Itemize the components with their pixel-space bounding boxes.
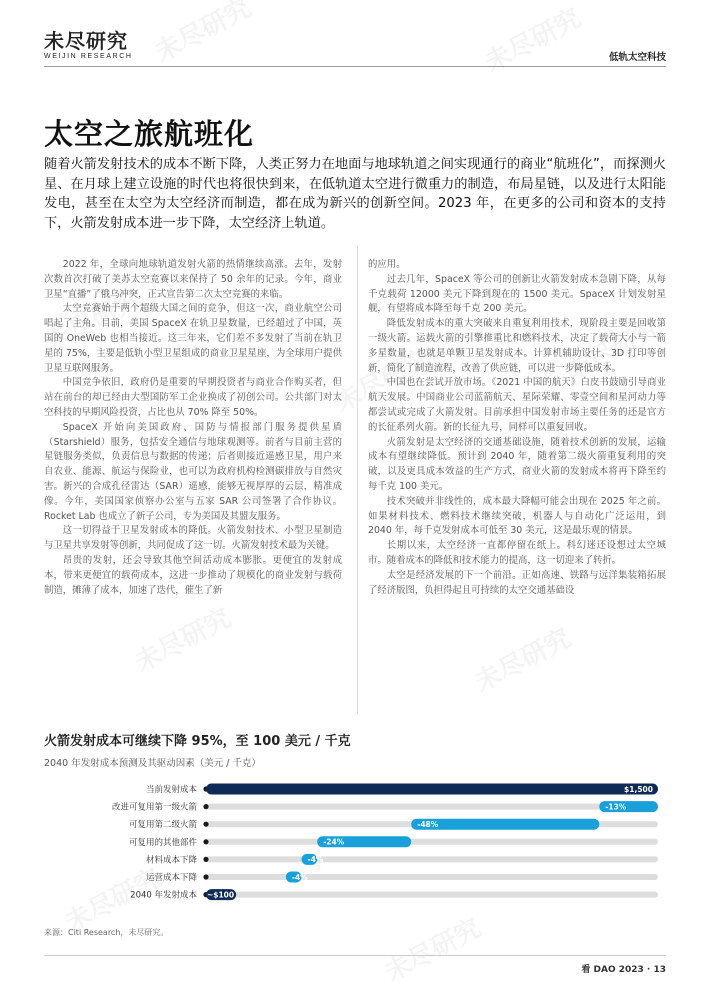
- bar-track: [206, 804, 658, 810]
- row-marker: [203, 874, 208, 879]
- body-paragraph: 长期以来，太空经济一直都停留在纸上。科幻迷还设想过太空城市。随着成本的降低和技术能力的提高，这一切迎来了转折。: [368, 540, 666, 566]
- bar-track: [206, 839, 658, 845]
- body-paragraph: 这一切得益于卫星发射成本的降低。火箭发射技术、小型卫星制造与卫星共享发射等创新，共同促成了这一切。火箭发射技术最为关键。: [44, 525, 342, 552]
- body-paragraph: 中国也在尝试开放市场。《2021 中国的航天》白皮书鼓励引导商业航天发展。中国商业公司蓝箭航天、星际荣耀、零壹空间和星河动力等都尝试或完成了火箭发射。目前承担中国发射市场主要任务的还是官方的长征系列火箭。新的长征九号，同样可以重复回收。: [368, 377, 666, 433]
- watermark: [127, 598, 236, 680]
- bar-track: [206, 892, 658, 898]
- body-paragraph: 昂贵的发射，还会导致其他空间活动成本膨胀。更便宜的发射成本，带来更便宜的载荷成本，这进一步推动了规模化的商业发射与载荷制造，摊薄了成本，加速了迭代，催生了新: [44, 554, 342, 596]
- body-paragraph: 太空是经济发展的下一个前沿。正如高速、铁路与远洋集装箱拓展了经济版图，负担得起且可持续的太空交通基础设: [368, 569, 666, 596]
- data-label: $1,500: [624, 784, 653, 794]
- source-note: 来源：Citi Research，未尽研究。: [44, 928, 169, 937]
- chart-subtitle: 2040 年发射成本预测及其驱动因素（美元 / 千克）: [44, 758, 261, 769]
- category-label: 改进可复用第一级火箭: [111, 802, 197, 813]
- row-marker: [203, 839, 208, 844]
- data-label: -24%: [323, 837, 345, 847]
- category-label: 可复用第二级火箭: [128, 820, 197, 831]
- column-divider: [357, 246, 358, 714]
- body-paragraph: 降低发射成本的重大突破来自重复利用技术，现阶段主要是回收第一级火箭。运载火箭的引擎推重比和燃料技术，决定了载荷大小与一箭多星数量，也就是单颗卫星发射成本。计算机辅助设计、3D 打印等创新，简化了制造流程，改善了供应链，可以进一步降低成本。: [368, 318, 666, 374]
- category-label: 可复用的其他部件: [128, 837, 197, 848]
- bar: [206, 784, 658, 795]
- data-label: -4%: [307, 855, 324, 865]
- row-marker: [203, 804, 208, 809]
- body-paragraph: 的应用。: [368, 259, 406, 270]
- row-marker: [203, 822, 208, 827]
- category-label: 材料成本下降: [145, 855, 197, 866]
- body-paragraph: 过去几年，SpaceX 等公司的创新让火箭发射成本急剧下降，从每千克载荷 12000 美元下降到现在的 1500 美元。SpaceX 计划发射星舰，有望将成本降至每千克 200 美元。: [368, 273, 666, 315]
- data-label: -48%: [417, 820, 439, 829]
- body-paragraph: 2022 年，全球向地球轨道发射火箭的热情继续高涨。去年，发射次数首次打破了美苏太空竞赛以来保持了 50 余年的记录。今年，商业卫星“直播”了俄乌冲突，正式宣告第二次太空竞赛的来临。: [44, 259, 342, 300]
- waterfall-chart: [44, 781, 666, 921]
- data-label: -13%: [605, 802, 627, 812]
- category-label: 运营成本下降: [145, 873, 197, 883]
- category-label: 当前发射成本: [145, 785, 197, 795]
- footer-rule: [44, 955, 666, 956]
- chart-title: 火箭发射成本可继续下降 95%，至 100 美元 / 千克: [44, 734, 351, 749]
- bar-track: [206, 874, 658, 880]
- bar: [411, 819, 599, 830]
- lead-paragraph: 随着火箭发射技术的成本不断下降，人类正努力在地面与地球轨道之间实现通行的商业“航班化”，而探测火星、在月球上建立设施的时代也将很快到来，在低轨道太空进行微重力的制造，布局星链，以及进行太阳能发电，甚至在太空为太空经济而制造，都在成为新兴的创新空间。2023 年，在更多的公司和资本的支持下，火箭发射成本进一步下降，太空经济上轨道。: [44, 157, 666, 231]
- body-paragraph: SpaceX 开始向美国政府、国防与情报部门服务提供星盾（Starshield）服务，包括安全通信与地球观测等。前者与目前主营的星链服务类似，负责信息与数据的传递；后者则接近遥感卫星，用户来自农业、能源、航运与保险业，也可以为政府机构检测碳排放与自然灾害。新兴的合成孔径雷达（SAR）遥感，能够无视厚厚的云层，精准成像。今年，美国国家侦察办公室与五家 SAR 公司签署了合作协议。Rocket Lab 也成立了新子公司，专为美国及其盟友服务。: [44, 421, 342, 522]
- page-title: 太空之旅航班化: [44, 117, 255, 151]
- logo-chinese: 未尽研究: [44, 29, 128, 53]
- bar-track: [206, 855, 658, 865]
- body-paragraph: 中国竞争依旧，政府仍是重要的早期投资者与商业合作购买者，但站在前台的却已经由大型国防军工企业换成了初创公司。公共部门对太空科技的早期风险投资，占比也从 70% 降至 50%。: [44, 377, 342, 418]
- watermark: [467, 618, 576, 700]
- section-topic: 低轨太空科技: [608, 52, 666, 63]
- body-paragraph: 技术突破并非线性的，成本最大降幅可能会出现在 2025 年之前。如果材料技术、燃料技术继续突破，机器人与自动化广泛运用，到 2040 年，每千克发射成本可低至 30 美元，这是最乐观的情景。: [368, 495, 666, 537]
- row-marker: [203, 857, 208, 862]
- header-rule: [44, 66, 666, 67]
- brand-logo: [44, 30, 133, 60]
- body-column-right: [368, 258, 666, 598]
- data-label: ~$100: [206, 890, 235, 900]
- body-paragraph: 火箭发射是太空经济的交通基础设施，随着技术创新的发展，运输成本有望继续降低。预计到 2040 年，随着第二级火箭重复利用的突破，以及更具成本效益的生产方式，商业火箭的发射成本将再下降至约每千克 100 美元。: [368, 436, 666, 492]
- page-footer: 看 DAO 2023 · 13: [581, 965, 666, 975]
- category-label: 2040 年发射成本: [130, 890, 197, 901]
- data-label: -4%: [291, 872, 308, 882]
- body-column-left: [44, 258, 342, 598]
- watermark: [147, 0, 256, 69]
- body-paragraph: 太空竞赛始于两个超级大国之间的竞争，但这一次，商业航空公司唱起了主角。目前，美国 SpaceX 在轨卫星数量，已经超过了中国，英国的 OneWeb 也相当接近。这三年来，它们差不多发射了当前在轨卫星的 75%，主要是低轨小型卫星组成的商业卫星星座，为全球用户提供卫星互联网服务。: [44, 303, 342, 374]
- logo-english: WEIJIN RESEARCH: [44, 53, 133, 60]
- watermark: [477, 0, 586, 79]
